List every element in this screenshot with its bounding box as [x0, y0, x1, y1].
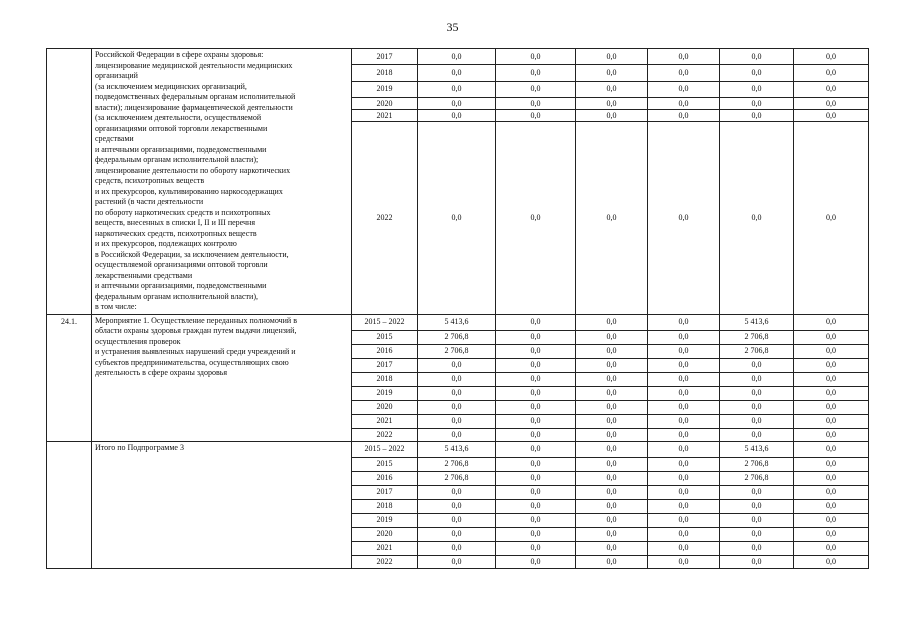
value-cell: 0,0: [418, 555, 496, 568]
value-cell: 0,0: [648, 330, 720, 344]
page-number: 35: [446, 20, 459, 34]
value-cell: 0,0: [576, 110, 648, 122]
value-cell: 0,0: [794, 122, 869, 314]
value-cell: 0,0: [496, 386, 576, 400]
item-description: [92, 49, 352, 315]
item-description: [92, 314, 352, 441]
value-cell: 0,0: [794, 386, 869, 400]
value-cell: 0,0: [496, 471, 576, 485]
value-cell: 0,0: [794, 555, 869, 568]
value-cell: 0,0: [648, 527, 720, 541]
value-cell: 0,0: [418, 65, 496, 81]
year-cell: 2019: [352, 513, 418, 527]
value-cell: 0,0: [720, 49, 794, 65]
value-cell: 0,0: [576, 65, 648, 81]
table-row: [47, 441, 869, 457]
year-cell: 2022: [352, 122, 418, 314]
value-cell: 0,0: [418, 414, 496, 428]
value-cell: 0,0: [496, 400, 576, 414]
value-cell: 0,0: [794, 110, 869, 122]
value-cell: 0,0: [496, 485, 576, 499]
value-cell: 0,0: [794, 457, 869, 471]
value-cell: 0,0: [720, 555, 794, 568]
value-cell: 0,0: [418, 386, 496, 400]
value-cell: 0,0: [648, 386, 720, 400]
value-cell: 0,0: [720, 65, 794, 81]
value-cell: 0,0: [496, 372, 576, 386]
year-cell: 2022: [352, 555, 418, 568]
value-cell: 2 706,8: [720, 344, 794, 358]
value-cell: 0,0: [496, 358, 576, 372]
description-line: организаций: [95, 71, 138, 80]
value-cell: 0,0: [648, 97, 720, 109]
value-cell: 0,0: [496, 457, 576, 471]
table-row: [47, 314, 869, 330]
value-cell: 2 706,8: [720, 471, 794, 485]
year-cell: 2016: [352, 471, 418, 485]
value-cell: 0,0: [794, 527, 869, 541]
value-cell: 0,0: [648, 81, 720, 97]
value-cell: 0,0: [648, 49, 720, 65]
value-cell: 2 706,8: [418, 471, 496, 485]
description-line: средств, психотропных веществ: [95, 176, 205, 185]
value-cell: 0,0: [496, 513, 576, 527]
value-cell: 0,0: [418, 49, 496, 65]
item-number: [47, 441, 92, 568]
value-cell: 0,0: [576, 358, 648, 372]
value-cell: 0,0: [496, 499, 576, 513]
value-cell: 0,0: [576, 513, 648, 527]
year-cell: 2017: [352, 485, 418, 499]
value-cell: 0,0: [418, 527, 496, 541]
value-cell: 0,0: [648, 457, 720, 471]
description-line: (за исключением деятельности, осуществляемой: [95, 113, 262, 122]
value-cell: 0,0: [648, 541, 720, 555]
year-cell: 2017: [352, 358, 418, 372]
value-cell: 0,0: [576, 457, 648, 471]
description-line: в Российской Федерации, за исключением деятельности,: [95, 249, 289, 259]
value-cell: 0,0: [648, 372, 720, 386]
value-cell: 0,0: [418, 97, 496, 109]
description-line: растений (в части деятельности: [95, 197, 204, 206]
value-cell: 0,0: [576, 414, 648, 428]
value-cell: 0,0: [576, 400, 648, 414]
value-cell: 0,0: [794, 513, 869, 527]
value-cell: 0,0: [794, 81, 869, 97]
value-cell: 0,0: [794, 471, 869, 485]
value-cell: 0,0: [418, 428, 496, 441]
value-cell: 0,0: [576, 314, 648, 330]
value-cell: 0,0: [720, 499, 794, 513]
value-cell: 0,0: [648, 400, 720, 414]
year-cell: 2016: [352, 344, 418, 358]
value-cell: 0,0: [648, 110, 720, 122]
value-cell: 2 706,8: [720, 330, 794, 344]
value-cell: 0,0: [496, 428, 576, 441]
value-cell: 0,0: [648, 555, 720, 568]
value-cell: 0,0: [794, 485, 869, 499]
value-cell: 0,0: [576, 49, 648, 65]
year-cell: 2018: [352, 372, 418, 386]
value-cell: 0,0: [496, 110, 576, 122]
value-cell: 5 413,6: [418, 441, 496, 457]
description-line: лицензирование медицинской деятельности медицинских: [95, 60, 293, 70]
year-cell: 2021: [352, 110, 418, 122]
description-line: средствами: [95, 134, 134, 143]
item-description: [92, 441, 352, 568]
description-line: и их прекурсоров, культивированию наркосодержащих: [95, 186, 283, 196]
value-cell: 0,0: [720, 122, 794, 314]
year-cell: 2015: [352, 457, 418, 471]
value-cell: 0,0: [496, 49, 576, 65]
value-cell: 0,0: [418, 499, 496, 513]
description-line: лицензирование деятельности по обороту наркотических: [95, 165, 291, 175]
value-cell: 0,0: [720, 414, 794, 428]
value-cell: 0,0: [794, 97, 869, 109]
value-cell: 0,0: [794, 414, 869, 428]
description-line: деятельность в сфере охраны здоровья: [95, 368, 228, 377]
value-cell: 2 706,8: [418, 330, 496, 344]
description-line: (за исключением медицинских организаций,: [95, 81, 247, 91]
value-cell: 0,0: [496, 555, 576, 568]
value-cell: 0,0: [418, 122, 496, 314]
description-line: организациями оптовой торговли лекарственными: [95, 123, 268, 133]
description-line: наркотических средств, психотропных веществ: [95, 228, 257, 238]
value-cell: 0,0: [720, 372, 794, 386]
value-cell: 0,0: [648, 441, 720, 457]
description-line: подведомственных федеральным органам исполнительной: [95, 92, 296, 101]
value-cell: 0,0: [496, 344, 576, 358]
value-cell: 2 706,8: [418, 344, 496, 358]
description-line: и аптечными организациями, подведомственными: [95, 144, 267, 154]
value-cell: 5 413,6: [720, 314, 794, 330]
value-cell: 0,0: [720, 97, 794, 109]
description-line: и их прекурсоров, подлежащих контролю: [95, 239, 237, 248]
table-body: [47, 49, 869, 569]
value-cell: 0,0: [576, 330, 648, 344]
item-number: [47, 49, 92, 315]
value-cell: 0,0: [576, 97, 648, 109]
year-cell: 2021: [352, 541, 418, 555]
value-cell: 0,0: [648, 122, 720, 314]
value-cell: 5 413,6: [418, 314, 496, 330]
item-number: 24.1.: [47, 314, 92, 441]
value-cell: 0,0: [576, 428, 648, 441]
value-cell: 0,0: [794, 65, 869, 81]
value-cell: 0,0: [576, 386, 648, 400]
description-line: осуществляемой организациями оптовой торговли: [95, 260, 268, 269]
value-cell: 0,0: [794, 499, 869, 513]
description-line: в том числе:: [95, 302, 137, 311]
value-cell: 0,0: [720, 513, 794, 527]
year-cell: 2020: [352, 400, 418, 414]
value-cell: 0,0: [418, 513, 496, 527]
description-line: Итого по Подпрограмме 3: [95, 442, 184, 452]
value-cell: 0,0: [496, 330, 576, 344]
value-cell: 0,0: [648, 414, 720, 428]
value-cell: 0,0: [418, 400, 496, 414]
value-cell: 0,0: [794, 330, 869, 344]
value-cell: 0,0: [496, 441, 576, 457]
value-cell: 0,0: [720, 81, 794, 97]
year-cell: 2021: [352, 414, 418, 428]
value-cell: 0,0: [576, 471, 648, 485]
value-cell: 0,0: [720, 386, 794, 400]
description-line: и аптечными организациями, подведомственными: [95, 281, 267, 290]
value-cell: 5 413,6: [720, 441, 794, 457]
value-cell: 0,0: [720, 110, 794, 122]
value-cell: 0,0: [794, 372, 869, 386]
value-cell: 2 706,8: [418, 457, 496, 471]
value-cell: 0,0: [794, 314, 869, 330]
value-cell: 0,0: [496, 527, 576, 541]
year-cell: 2017: [352, 49, 418, 65]
description-line: области охраны здоровья граждан путем выдачи лицензий,: [95, 326, 297, 335]
value-cell: 0,0: [496, 65, 576, 81]
value-cell: 0,0: [576, 485, 648, 499]
value-cell: 0,0: [720, 485, 794, 499]
value-cell: 0,0: [418, 110, 496, 122]
description-line: Российской Федерации в сфере охраны здоровья:: [95, 50, 264, 59]
value-cell: 0,0: [496, 81, 576, 97]
year-cell: 2022: [352, 428, 418, 441]
description-line: и устранения выявленных нарушений среди учреждений и: [95, 347, 296, 356]
table-row: [47, 49, 869, 65]
value-cell: 0,0: [720, 527, 794, 541]
value-cell: 0,0: [648, 513, 720, 527]
value-cell: 0,0: [496, 97, 576, 109]
value-cell: 0,0: [576, 344, 648, 358]
description-line: по обороту наркотических средств и психотропных: [95, 207, 271, 217]
value-cell: 0,0: [648, 428, 720, 441]
value-cell: 0,0: [496, 414, 576, 428]
value-cell: 0,0: [576, 372, 648, 386]
value-cell: 0,0: [576, 122, 648, 314]
value-cell: 0,0: [648, 358, 720, 372]
year-cell: 2015 – 2022: [352, 441, 418, 457]
value-cell: 0,0: [576, 81, 648, 97]
description-line: федеральным органам исполнительной власти);: [95, 155, 259, 164]
value-cell: 0,0: [794, 49, 869, 65]
year-cell: 2018: [352, 499, 418, 513]
value-cell: 0,0: [794, 344, 869, 358]
description-line: Мероприятие 1. Осуществление переданных полномочий в: [95, 315, 297, 325]
value-cell: 0,0: [496, 122, 576, 314]
description-line: субъектов предпринимательства, осуществляющих свою: [95, 357, 289, 367]
year-cell: 2015 – 2022: [352, 314, 418, 330]
value-cell: 0,0: [418, 372, 496, 386]
value-cell: 0,0: [648, 344, 720, 358]
description-line: власти); лицензирование фармацевтической деятельности: [95, 102, 293, 112]
value-cell: 0,0: [648, 65, 720, 81]
value-cell: 0,0: [648, 499, 720, 513]
year-cell: 2020: [352, 97, 418, 109]
value-cell: 0,0: [648, 471, 720, 485]
value-cell: 0,0: [794, 541, 869, 555]
value-cell: 0,0: [418, 485, 496, 499]
description-line: веществ, внесенных в списки I, II и III перечня: [95, 218, 256, 227]
value-cell: 0,0: [576, 499, 648, 513]
value-cell: 0,0: [720, 541, 794, 555]
year-cell: 2019: [352, 81, 418, 97]
year-cell: 2018: [352, 65, 418, 81]
value-cell: 0,0: [418, 81, 496, 97]
value-cell: 0,0: [576, 441, 648, 457]
value-cell: 0,0: [418, 358, 496, 372]
description-line: лекарственными средствами: [95, 270, 193, 280]
year-cell: 2019: [352, 386, 418, 400]
value-cell: 0,0: [496, 541, 576, 555]
value-cell: 2 706,8: [720, 457, 794, 471]
value-cell: 0,0: [794, 428, 869, 441]
value-cell: 0,0: [794, 358, 869, 372]
value-cell: 0,0: [576, 555, 648, 568]
value-cell: 0,0: [720, 358, 794, 372]
year-cell: 2015: [352, 330, 418, 344]
value-cell: 0,0: [794, 400, 869, 414]
year-cell: 2020: [352, 527, 418, 541]
value-cell: 0,0: [720, 400, 794, 414]
value-cell: 0,0: [794, 441, 869, 457]
description-line: осуществления проверок: [95, 336, 181, 346]
value-cell: 0,0: [576, 527, 648, 541]
value-cell: 0,0: [496, 314, 576, 330]
value-cell: 0,0: [576, 541, 648, 555]
funding-table: [46, 48, 869, 569]
value-cell: 0,0: [418, 541, 496, 555]
description-line: федеральным органам исполнительной власти),: [95, 291, 258, 301]
value-cell: 0,0: [720, 428, 794, 441]
value-cell: 0,0: [648, 485, 720, 499]
value-cell: 0,0: [648, 314, 720, 330]
